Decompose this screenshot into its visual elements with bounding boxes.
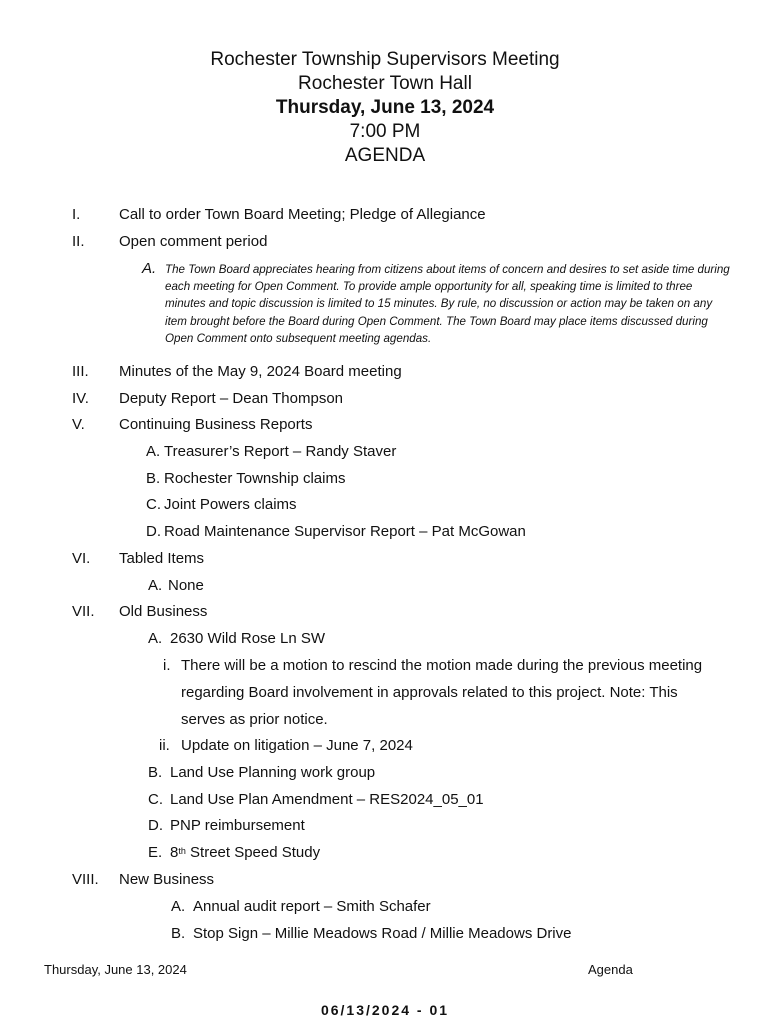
item-number: V. <box>72 416 85 433</box>
sub-item-text: PNP reimbursement <box>170 817 305 834</box>
roman-numeral: i. <box>163 657 171 674</box>
document-id: 06/13/2024 - 01 <box>320 1002 450 1018</box>
sub-item-letter: D. <box>148 817 163 834</box>
ordinal-suffix: th <box>178 846 186 856</box>
sub-item-letter: E. <box>148 844 163 861</box>
item-text: Old Business <box>119 603 208 620</box>
sub-item-text: Land Use Plan Amendment – RES2024_05_01 <box>170 791 484 808</box>
sub-item-letter: C. <box>146 496 161 513</box>
ordinal-number: 8 <box>170 844 179 861</box>
sub-item-letter: B. <box>171 925 186 942</box>
sub-item-text: Treasurer’s Report – Randy Staver <box>164 443 397 460</box>
item-number: III. <box>72 363 89 380</box>
item-text: Call to order Town Board Meeting; Pledge of Allegiance <box>119 206 486 223</box>
item-number: VII. <box>72 603 95 620</box>
sub-item-letter: A. <box>142 260 157 277</box>
agenda-heading: AGENDA <box>344 145 426 166</box>
sub-sub-item-text: serves as prior notice. <box>181 711 328 728</box>
page-header <box>0 48 770 168</box>
open-comment-paragraph: The Town Board appreciates hearing from citizens about items of concern and desires to set aside time during each meeting for Open Comment. To provide ample opportunity for all, speaking time is limited to three minutes and topic discussion is limited to 15 minutes. By rule, no discussion or action may be taken on any item brought before the Board during Open Comment. The Town Board may place items discussed during Open Comment onto subsequent meeting agendas. <box>165 263 730 345</box>
item-text: Open comment period <box>119 233 268 250</box>
item-text: New Business <box>119 871 215 888</box>
sub-item-text: Joint Powers claims <box>164 496 297 513</box>
item-text: Deputy Report – Dean Thompson <box>119 390 344 407</box>
sub-item-text <box>170 844 320 862</box>
item-text: Continuing Business Reports <box>119 416 313 433</box>
item-number: VIII. <box>72 871 99 888</box>
meeting-time: 7:00 PM <box>349 121 421 142</box>
sub-item-letter: D. <box>146 523 161 540</box>
meeting-location: Rochester Town Hall <box>298 73 472 94</box>
sub-item-text: Stop Sign – Millie Meadows Road / Millie Meadows Drive <box>193 925 572 942</box>
sub-item-text: None <box>168 577 204 594</box>
item-text: Minutes of the May 9, 2024 Board meeting <box>119 363 402 380</box>
sub-item-letter: A. <box>148 630 163 647</box>
item-number: VI. <box>72 550 91 567</box>
footer-date: Thursday, June 13, 2024 <box>44 962 187 977</box>
sub-sub-item-text: regarding Board involvement in approvals related to this project. Note: This <box>181 684 678 701</box>
sub-item-text: Road Maintenance Supervisor Report – Pat McGowan <box>164 523 526 540</box>
sub-item-text: Land Use Planning work group <box>170 764 376 781</box>
item-text: Tabled Items <box>119 550 205 567</box>
sub-item-text: 2630 Wild Rose Ln SW <box>170 630 326 647</box>
street-study-text: Street Speed Study <box>185 844 321 861</box>
item-number: I. <box>72 206 81 223</box>
sub-item-text: Rochester Township claims <box>164 470 346 487</box>
meeting-date: Thursday, June 13, 2024 <box>275 97 495 118</box>
sub-item-text: Annual audit report – Smith Schafer <box>193 898 431 915</box>
sub-item-letter: B. <box>148 764 163 781</box>
sub-item-letter: A. <box>171 898 186 915</box>
meeting-title: Rochester Township Supervisors Meeting <box>210 49 560 70</box>
sub-sub-item-text: Update on litigation – June 7, 2024 <box>181 737 413 754</box>
sub-item-letter: A. <box>148 577 163 594</box>
sub-item-letter: A. <box>146 443 161 460</box>
item-number: IV. <box>72 390 89 407</box>
roman-numeral: ii. <box>159 737 170 754</box>
sub-item-letter: C. <box>148 791 163 808</box>
footer-label: Agenda <box>588 962 633 977</box>
sub-item-letter: B. <box>146 470 161 487</box>
sub-sub-item-text: There will be a motion to rescind the motion made during the previous meeting <box>181 657 703 674</box>
item-number: II. <box>72 233 85 250</box>
